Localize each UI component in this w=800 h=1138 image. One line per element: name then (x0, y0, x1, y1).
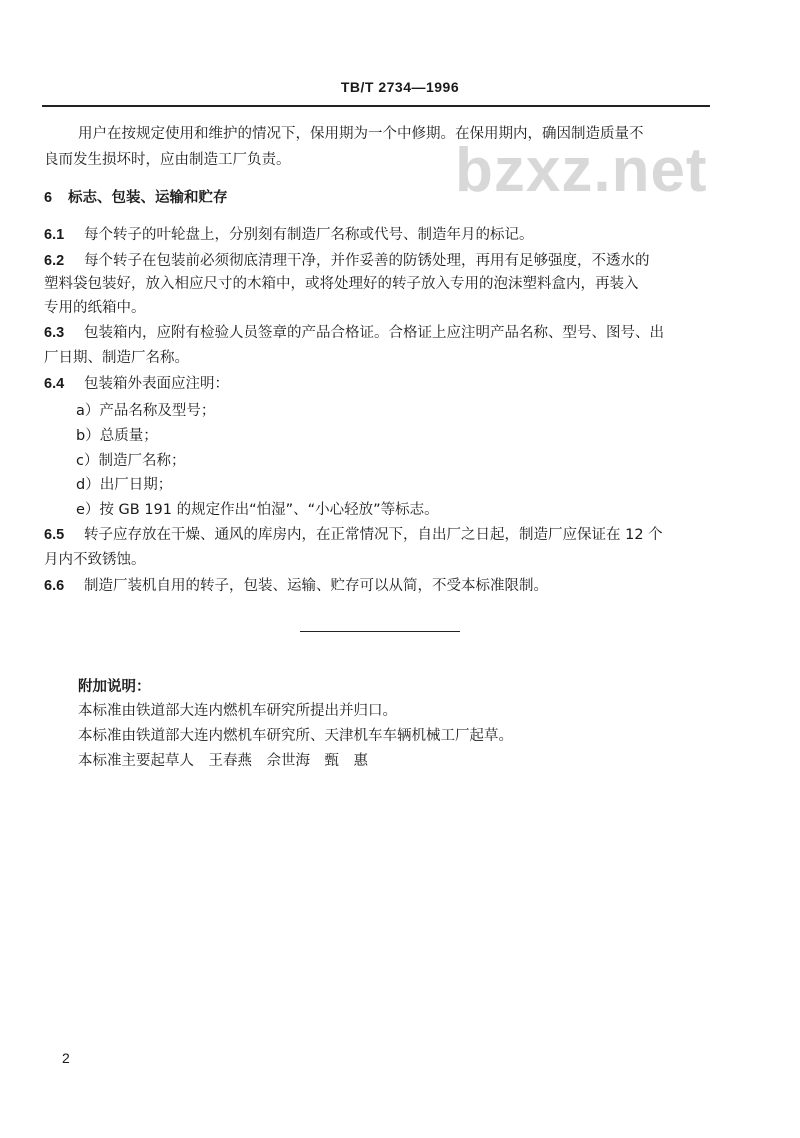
clause-6-5 (44, 525, 712, 545)
clause-number: 6.4 (44, 376, 65, 392)
clause-number: 6.6 (44, 578, 65, 594)
section-heading (44, 188, 712, 208)
clause-text: 专用的纸箱中。 (44, 300, 146, 316)
watermark: bzxz.net (455, 136, 708, 205)
clause-6-2 (44, 251, 712, 271)
intro-line: 良而发生损坏时，应由制造工厂负责。 (44, 152, 291, 168)
clause-text: 塑料袋包装好，放入相应尺寸的木箱中，或将处理好的转子放入专用的泡沫塑料盒内，再装入 (44, 276, 639, 292)
intro-line: 用户在按规定使用和维护的情况下，保用期为一个中修期。在保用期内，确因制造质量不 (78, 126, 644, 142)
clause-text: 转子应存放在干燥、通风的库房内，在正常情况下，自出厂之日起，制造厂应保证在 12 个 (84, 527, 663, 543)
clause-text: 月内不致锈蚀。 (44, 552, 146, 568)
clause-text: 每个转子在包装前必须彻底清理干净，并作妥善的防锈处理，再用有足够强度，不透水的 (84, 253, 650, 269)
list-item: d）出厂日期； (76, 477, 173, 493)
clause-text: 包装箱外表面应注明： (84, 376, 229, 392)
clause-6-3 (44, 323, 712, 343)
clause-text: 包装箱内，应附有检验人员签章的产品合格证。合格证上应注明产品名称、型号、图号、出 (84, 325, 664, 341)
list-item: c）制造厂名称； (76, 453, 186, 469)
clause-number: 6.5 (44, 527, 65, 543)
notes-line: 本标准由铁道部大连内燃机车研究所提出并归口。 (78, 703, 397, 719)
notes-line: 本标准由铁道部大连内燃机车研究所、天津机车车辆机械工厂起草。 (78, 728, 513, 744)
list-item: e）按 GB 191 的规定作出“怕湿”、“小心轻放”等标志。 (76, 502, 439, 518)
list-item: a）产品名称及型号； (76, 403, 216, 419)
standard-header: TB/T 2734—1996 (340, 79, 460, 95)
notes-line: 本标准主要起草人 王春燕 佘世海 甄 惠 (78, 753, 368, 769)
page-number: 2 (62, 1050, 70, 1066)
notes-title: 附加说明： (78, 679, 151, 695)
clause-text: 每个转子的叶轮盘上，分别刻有制造厂名称或代号、制造年月的标记。 (84, 227, 534, 243)
end-divider (300, 631, 460, 632)
section-title: 标志、包装、运输和贮存 (68, 190, 228, 206)
clause-number: 6.2 (44, 253, 65, 269)
section-number: 6 (44, 190, 53, 206)
clause-text: 制造厂装机自用的转子，包装、运输、贮存可以从简，不受本标准限制。 (84, 578, 548, 594)
clause-6-4 (44, 374, 712, 394)
clause-6-1 (44, 225, 712, 245)
header-rule (42, 105, 710, 107)
clause-text: 厂日期、制造厂名称。 (44, 350, 189, 366)
clause-number: 6.1 (44, 227, 65, 243)
clause-number: 6.3 (44, 325, 65, 341)
clause-6-6 (44, 576, 712, 596)
list-item: b）总质量； (76, 428, 158, 444)
